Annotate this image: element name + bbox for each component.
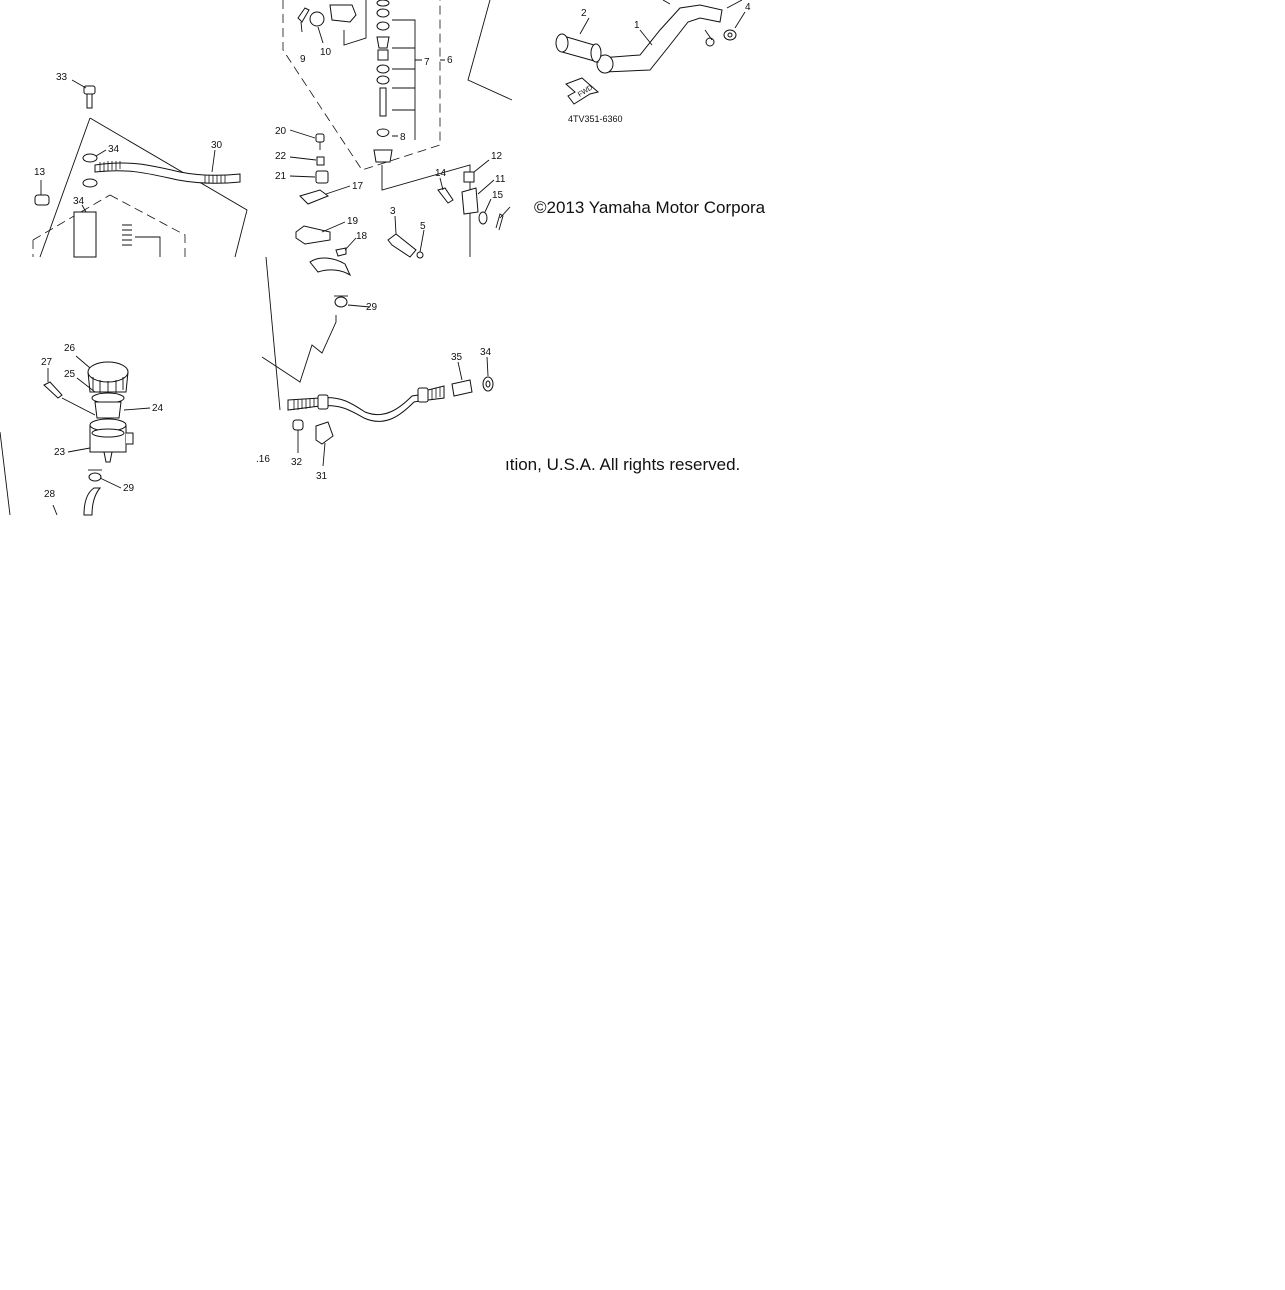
hose-clip-part	[88, 470, 102, 481]
brake-pedal-part	[597, 5, 722, 73]
reservoir-cap-part	[88, 362, 128, 394]
screw-part	[44, 382, 62, 398]
joint-part	[310, 12, 324, 26]
yoke-part	[462, 188, 478, 214]
callout-11: 11	[495, 174, 506, 185]
callout-30: 30	[211, 140, 223, 151]
callout-29: 29	[366, 302, 378, 313]
callout-5: 5	[420, 221, 426, 232]
callout-19: 19	[347, 216, 359, 227]
callout-31: 31	[316, 471, 328, 482]
callout-27: 27	[41, 357, 53, 368]
screw-part	[316, 134, 324, 142]
diagram-tile-lower-left	[0, 343, 164, 515]
callout-12: 12	[491, 151, 503, 162]
clevis-part	[330, 5, 356, 22]
callout-21: 21	[275, 171, 287, 182]
callout-18: 18	[356, 231, 368, 242]
callout-34: 34	[480, 347, 492, 358]
callout-14: 14	[435, 168, 447, 179]
copper-washer-part	[83, 154, 97, 162]
callout-34: 34	[108, 144, 120, 155]
callout-32: 32	[291, 457, 303, 468]
pin-part	[438, 188, 453, 203]
callout-3: 3	[390, 206, 396, 217]
copyright-text-part-2: ıtion, U.S.A. All rights reserved.	[505, 455, 741, 474]
callout-1: 1	[634, 20, 640, 31]
clip-part	[336, 248, 346, 256]
push-rod-part	[298, 8, 309, 22]
callout-29: 29	[123, 483, 135, 494]
callout-4: 4	[745, 2, 751, 13]
callout-23: 23	[54, 447, 66, 458]
hose-clip-part	[334, 296, 348, 307]
bolt-part	[388, 234, 416, 257]
union-bolt-part	[452, 380, 472, 396]
callout-22: 22	[275, 151, 287, 162]
diagram-tile-upper-right	[556, 0, 751, 124]
callout-34: 34	[73, 196, 85, 207]
callout-35: 35	[451, 352, 463, 363]
drawing-code: 4TV351-6360	[568, 114, 623, 124]
callout-6: 6	[447, 55, 453, 66]
valve-component-stack	[374, 0, 392, 162]
diagram-tile-lower-middle	[256, 257, 493, 482]
callout-16: .16	[256, 454, 270, 465]
copyright-text-part-1: ©2013 Yamaha Motor Corpora	[534, 198, 766, 217]
hose-bend-part	[310, 258, 350, 275]
callout-33: 33	[56, 72, 68, 83]
collar-part	[317, 157, 324, 165]
callout-8: 8	[400, 132, 406, 143]
diagram-tile-upper-middle	[275, 0, 512, 258]
callout-9: 9	[300, 54, 306, 65]
callout-7: 7	[424, 57, 430, 68]
callout-24: 24	[152, 403, 164, 414]
washer-part	[724, 30, 736, 40]
callout-10: 10	[320, 47, 332, 58]
reservoir-tank-part	[90, 419, 133, 462]
callout-28: 28	[44, 489, 56, 500]
callout-20: 20	[275, 126, 287, 137]
nut-part	[417, 252, 423, 258]
brake-hose-part	[288, 386, 444, 421]
callout-17: 17	[352, 181, 364, 192]
callout-25: 25	[64, 369, 76, 380]
screw-part	[293, 420, 303, 430]
bolt-part	[35, 195, 49, 205]
diaphragm-part	[95, 402, 121, 418]
grommet-part	[316, 171, 328, 183]
reservoir-hose-part	[84, 488, 100, 515]
callout-13: 13	[34, 167, 46, 178]
holder-part	[296, 226, 330, 244]
bracket-part	[300, 190, 328, 204]
callout-26: 26	[64, 343, 76, 354]
washer-part	[479, 212, 487, 224]
callout-2: 2	[581, 8, 587, 19]
diagram-tile-upper-left	[0, 0, 255, 257]
fwd-arrow-label: FWD	[576, 84, 595, 99]
pedal-rubber-part	[556, 34, 601, 62]
nut-part	[464, 172, 474, 182]
copper-washer-part	[83, 179, 97, 187]
hose-holder-part	[316, 422, 333, 444]
master-cylinder-body-part	[74, 212, 96, 257]
callout-15: 15	[492, 190, 504, 201]
